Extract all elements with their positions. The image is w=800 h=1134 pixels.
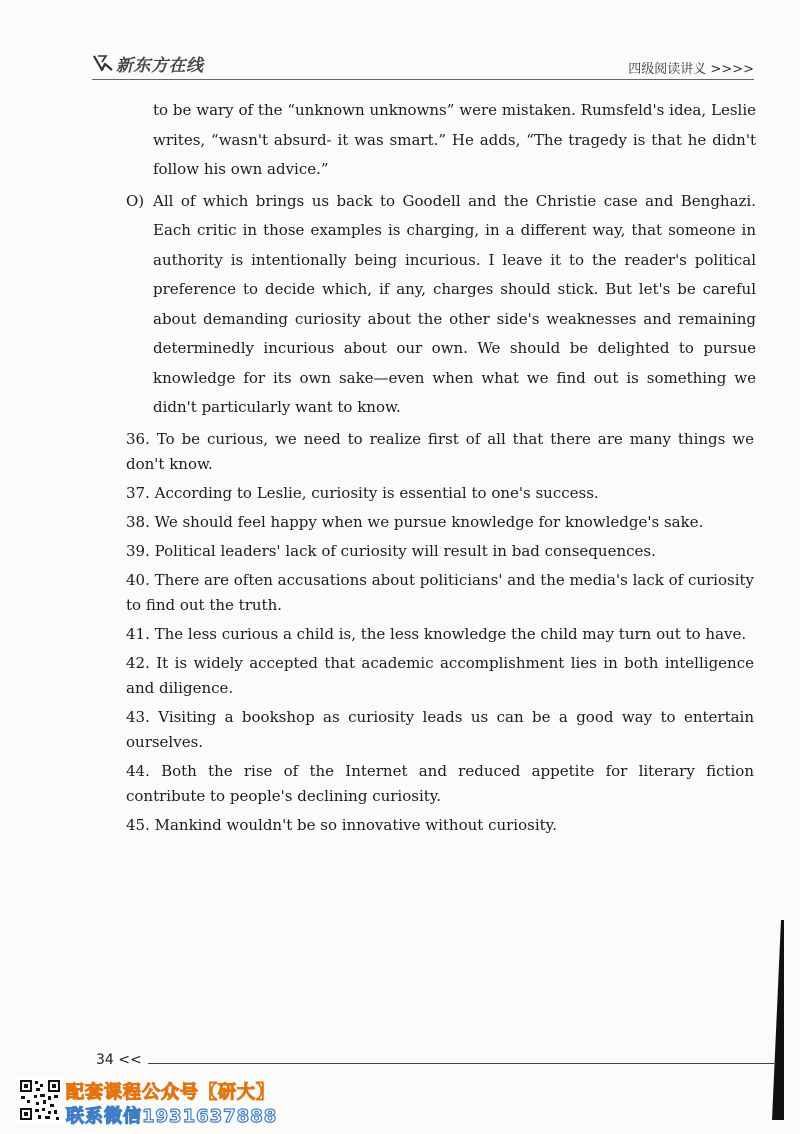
paragraph-text: All of which brings us back to Goodell and the Christie case and Benghazi. Each critic in those examples is charging, in a different way, that someone in authority is intentionally being incurious. I leave it to the reader's political preference to decide which, if any, charges should stick. But let's be careful about demanding curiosity about the other side's weaknesses and remaining determinedly incurious about our own. We should be delighted to pursue knowledge for its own sake—even when what we find out is something we didn't particularly want to know. [153,191,756,416]
page-number: 34 << [96,1052,142,1068]
page-footer [96,1052,776,1076]
question-item: 36. To be curious, we need to realize first of all that there are many things we don't know. [126,430,754,473]
qr-code-icon [18,1078,62,1122]
footer-divider [148,1063,776,1064]
question-item: 37. According to Leslie, curiosity is essential to one's success. [126,484,599,502]
question-item: 41. The less curious a child is, the less knowledge the child may turn out to have. [126,625,747,643]
header-divider [92,79,754,80]
logo-mark-icon [92,52,114,74]
watermark-line-2: 联系微信1931637888 [66,1106,278,1127]
passage-continuation: to be wary of the “unknown unknowns” were mistaken. Rumsfeld's idea, Leslie writes, “wasn't absurd- it was smart.” He adds, “The tragedy is that he didn't follow his own advice.” [153,101,756,178]
page-header [92,44,754,80]
question-list [126,427,754,842]
scan-edge-shadow [770,920,784,1120]
question-item: 42. It is widely accepted that academic accomplishment lies in both intelligence and diligence. [126,654,754,697]
question-item: 40. There are often accusations about politicians' and the media's lack of curiosity to find out the truth. [126,571,754,614]
brand-logo [92,50,204,76]
paragraph-label: O) [126,191,145,210]
watermark [18,1078,318,1128]
question-item: 44. Both the rise of the Internet and reduced appetite for literary fiction contribute to people's declining curiosity. [126,762,754,805]
paragraph-o [126,187,756,423]
question-item: 45. Mankind wouldn't be so innovative without curiosity. [126,816,557,834]
logo-text: 新东方在线 [116,55,204,76]
question-item: 38. We should feel happy when we pursue knowledge for knowledge's sake. [126,513,704,531]
passage-body [126,96,756,423]
question-item: 39. Political leaders' lack of curiosity will result in bad consequences. [126,542,656,560]
watermark-line-1: 配套课程公众号【研大】 [66,1082,275,1103]
question-item: 43. Visiting a bookshop as curiosity leads us can be a good way to entertain ourselves. [126,708,754,751]
header-section-title: 四级阅读讲义 >>>> [628,62,754,77]
